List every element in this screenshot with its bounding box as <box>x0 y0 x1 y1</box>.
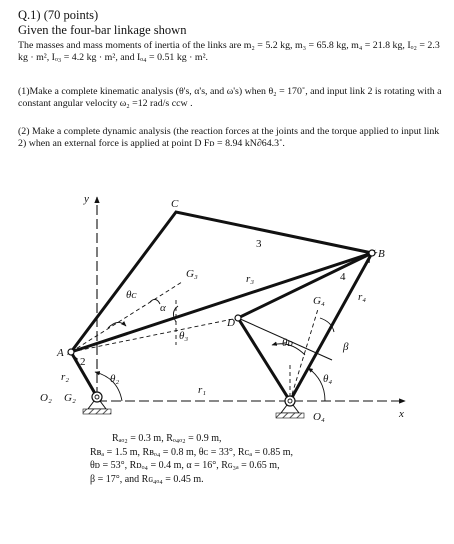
label-theta-c: θᴄ <box>126 289 137 301</box>
label-point-o2: O₂ <box>40 392 52 404</box>
label-link-4: 4 <box>340 271 346 283</box>
label-r1: r₁ <box>198 384 207 396</box>
question-subtitle: Given the four-bar linkage shown <box>18 23 187 37</box>
label-r3: r₃ <box>246 273 255 285</box>
label-point-g2: G₂ <box>64 392 76 404</box>
label-point-a: A <box>57 347 64 359</box>
given-line-2: Rʙₐ = 1.5 m, Rʙₒ₄ = 0.8 m, θᴄ = 33°, Rᴄₐ = 0.85 m, <box>90 446 294 458</box>
label-point-g4: G₄ <box>313 295 325 307</box>
label-point-o4: O₄ <box>313 411 325 423</box>
dynamic-analysis-paragraph: (2) Make a complete dynamic analysis (the reaction forces at the joints and the torque applied to input link 2) when an external force is applied at point D Fᴅ = 8.94 kN∂64.3˚. <box>18 126 440 150</box>
label-r4: r₄ <box>358 291 367 303</box>
label-axis-y: y <box>84 193 89 205</box>
given-dimensions-block <box>90 432 372 486</box>
kinematic-analysis-paragraph: (1)Make a complete kinematic analysis (θ's, α's, and ω's) when θ₂ = 170˚, and input link 2 is rotating with a constant angular velocity ω₂ =12 rad/s ccw . <box>18 86 442 110</box>
label-point-c: C <box>171 198 179 210</box>
joint-a <box>68 349 74 355</box>
given-line-1: Rₐₒ₂ = 0.3 m, Rₒ₄ₒ₂ = 0.9 m, <box>112 433 222 444</box>
coupler-link-3 <box>71 212 372 352</box>
question-title: Q.1) (70 points) <box>18 8 99 22</box>
joint-b <box>369 250 375 256</box>
label-theta3: θ₃ <box>179 330 189 342</box>
label-point-g3: G₃ <box>186 268 198 280</box>
point-d <box>235 315 241 321</box>
label-point-b: B <box>378 248 385 260</box>
label-r2: r₂ <box>61 371 70 383</box>
label-alpha: α <box>160 302 166 314</box>
mass-properties-paragraph: The masses and mass moments of inertia of the links are m₂ = 5.2 kg, m₃ = 65.8 kg, m₄ = 21.8 kg, Iₒ₂ = 2.3 kg · m², Iₒ₃ = 4.2 kg · m², and Iₒ₄ = 0.51 kg · m². <box>18 40 440 64</box>
given-line-4: β = 17°, and Rɢ₄ₒ₄ = 0.45 m. <box>90 473 204 485</box>
theta-c-arc <box>108 322 126 328</box>
label-link-3: 3 <box>256 238 262 250</box>
label-axis-x: x <box>399 408 404 420</box>
joint-o4-pin <box>288 399 292 403</box>
label-point-d: D <box>227 317 235 329</box>
label-theta-d: θᴅ <box>282 337 293 349</box>
label-theta2: θ₂ <box>110 373 120 385</box>
label-link-2: 2 <box>80 356 86 368</box>
given-line-3: θᴅ = 53°, Rᴅₒ₄ = 0.4 m, α = 16°, Rɢ₃ₐ = 0.65 m, <box>90 460 280 471</box>
joint-o2-pin <box>95 395 99 399</box>
label-theta4: θ₄ <box>323 373 333 385</box>
label-beta: β <box>343 341 349 353</box>
